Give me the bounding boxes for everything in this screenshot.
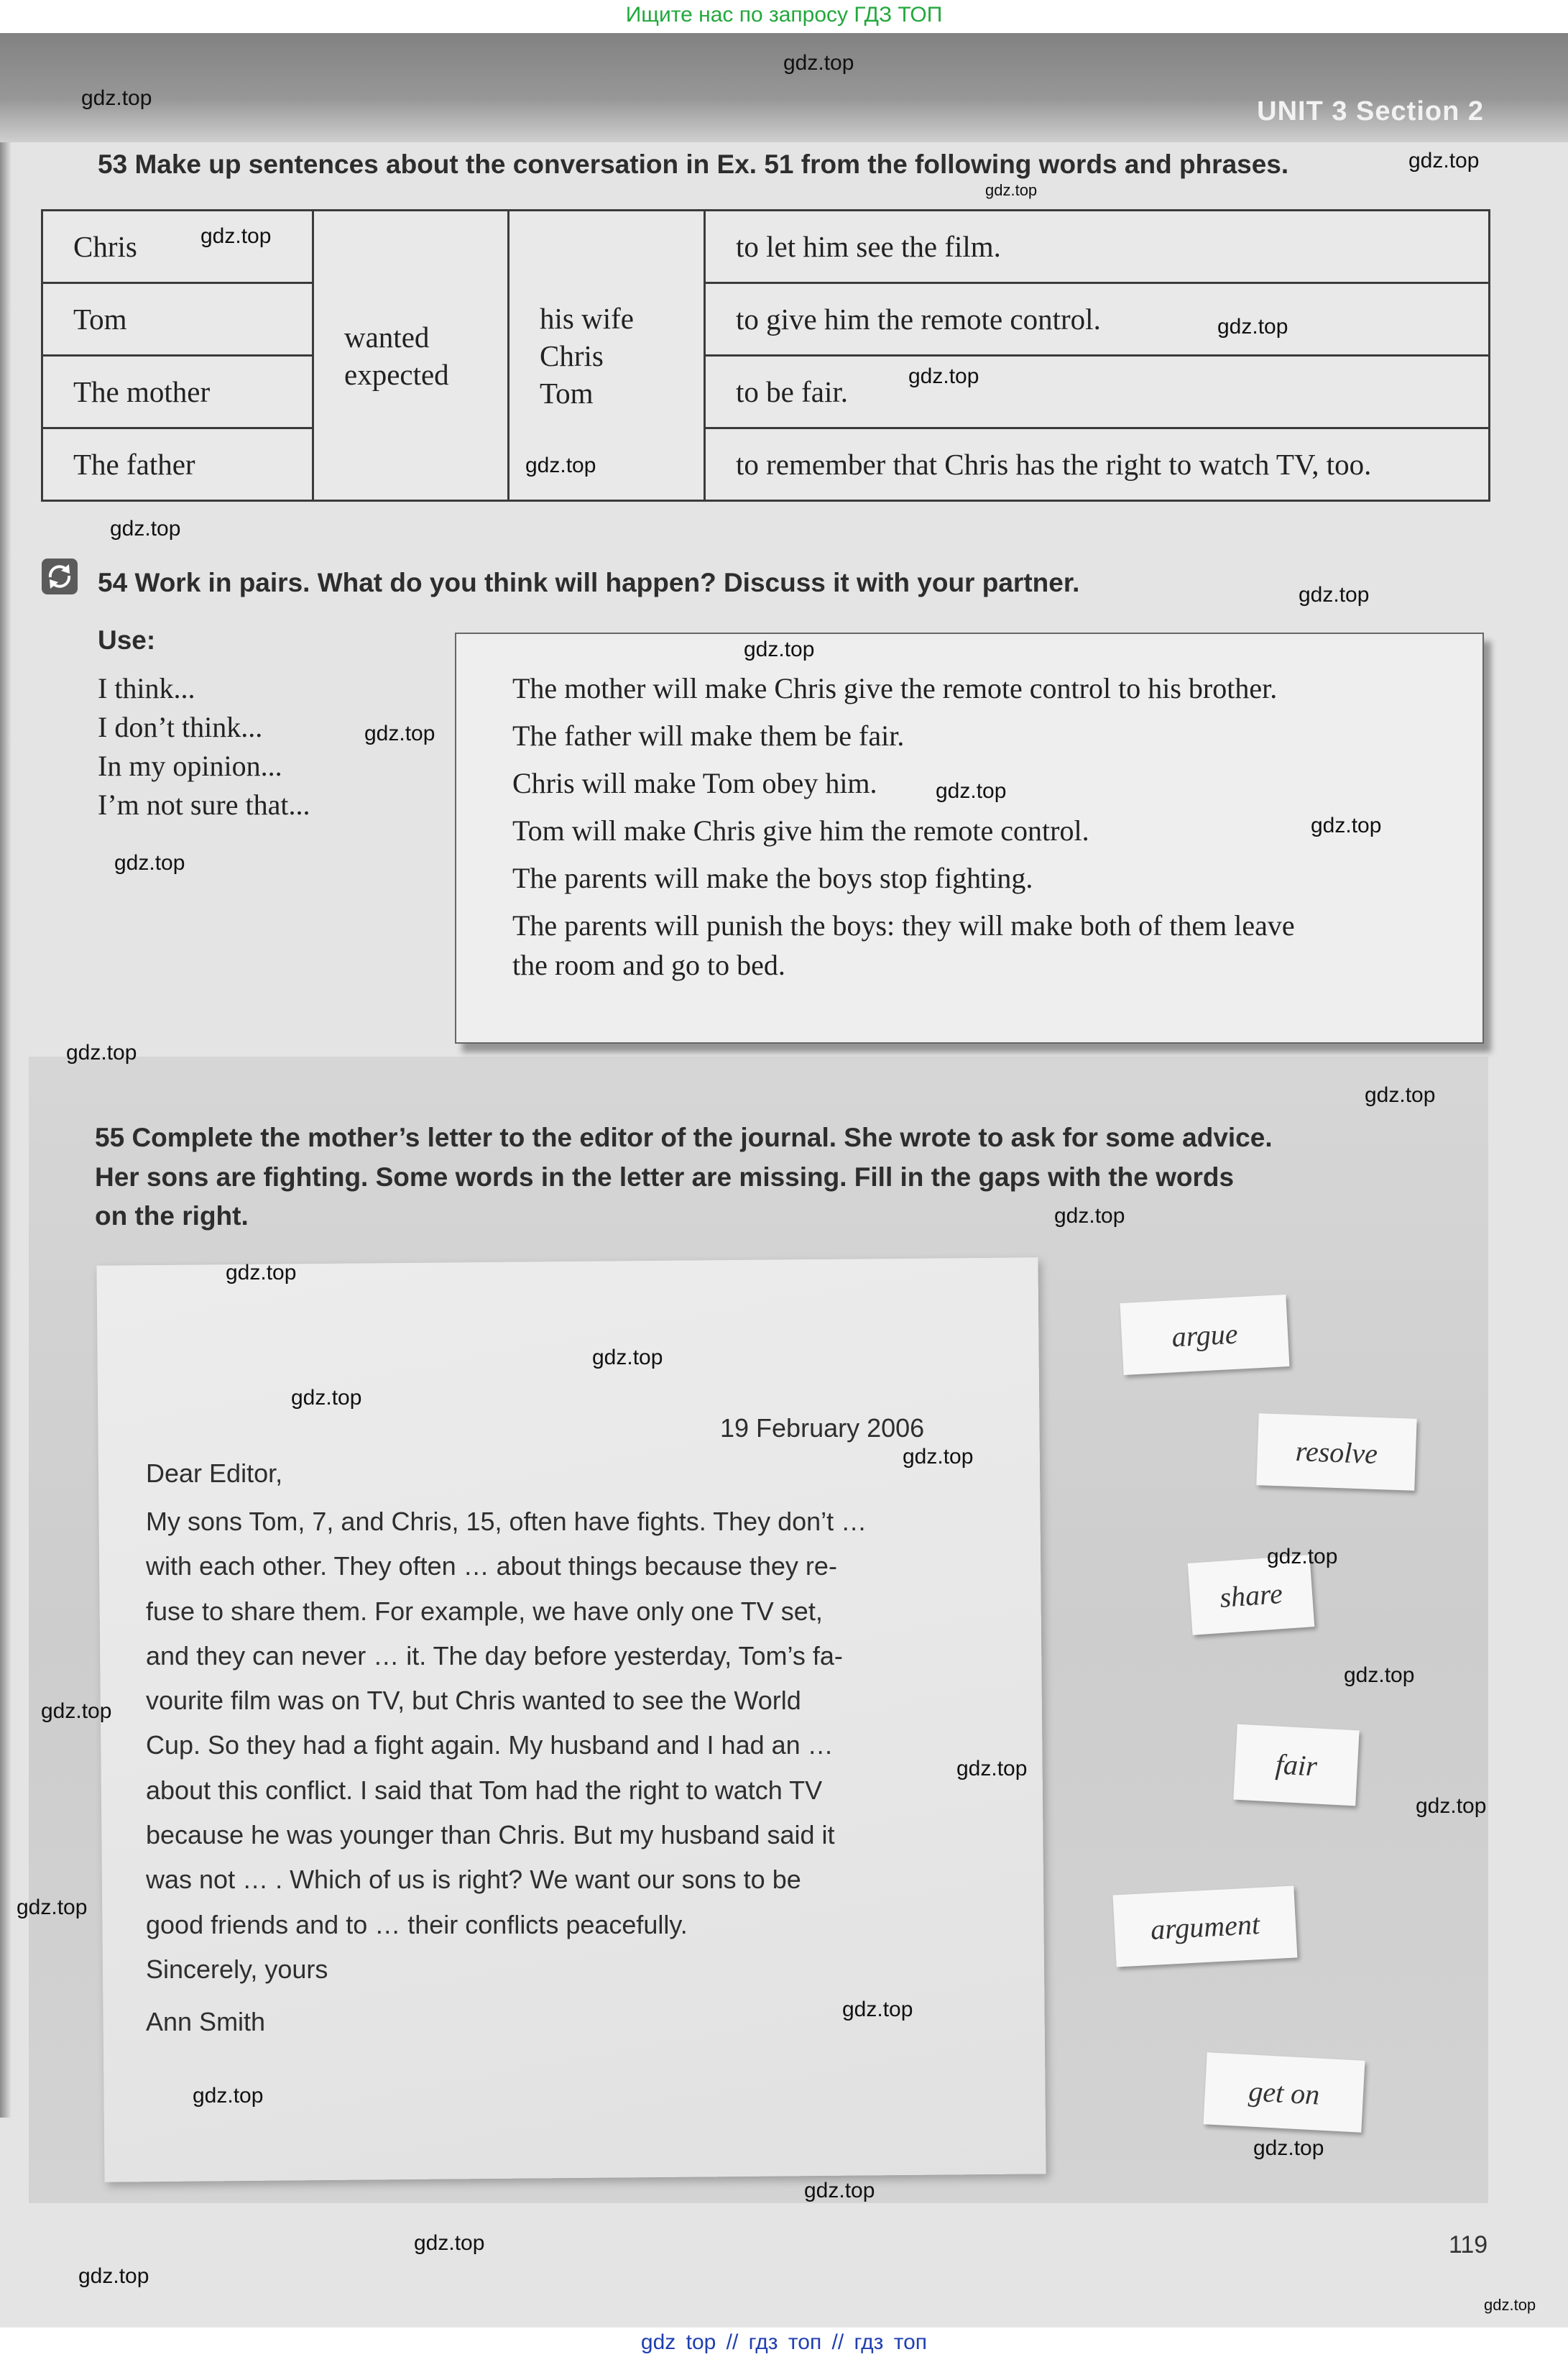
watermark: gdz.top (1311, 814, 1382, 837)
watermark: gdz.top (1344, 1663, 1415, 1687)
prediction-item (512, 906, 1295, 985)
pair-work-icon (41, 558, 78, 595)
watermark: gdz.top (936, 779, 1007, 803)
table-cell-subject (42, 356, 313, 428)
prediction-line: the room and go to bed. (512, 949, 785, 981)
letter-line: Cup. So they had a fight again. My husband and I had an … (146, 1730, 834, 1760)
watermark: gdz.top (908, 364, 979, 388)
letter-line: with each other. They often … about things because they re- (146, 1551, 837, 1581)
letter-line: fuse to share them. For example, we have only one TV set, (146, 1596, 823, 1626)
phrase: I’m not sure that... (98, 789, 310, 821)
instruction-line (95, 1118, 1273, 1158)
exercise-53-heading (98, 150, 1288, 180)
table-cell-subject (42, 211, 313, 283)
prediction-item (512, 716, 1295, 755)
prediction-item (512, 811, 1295, 850)
exercise-instruction: Make up sentences about the conversation in Ex. 51 from the following words and phrases. (134, 150, 1289, 179)
watermark: gdz.top (17, 1895, 88, 1919)
ending-text: to remember that Chris has the right to watch TV, too. (736, 448, 1372, 481)
verb-text: wanted (344, 320, 430, 354)
table-cell-ending (705, 283, 1490, 356)
table-cell-subject (42, 428, 313, 501)
exercise-53-table (41, 209, 1490, 502)
watermark: gdz.top (414, 2231, 485, 2255)
letter-body (146, 1499, 867, 1992)
watermark: gdz.top (200, 224, 272, 248)
table-cell-ending (705, 428, 1490, 501)
word-slip-text: get on (1248, 2074, 1321, 2111)
subject-text: The mother (73, 375, 211, 408)
subject-text: Chris (73, 230, 137, 263)
watermark: gdz.top (78, 2264, 149, 2288)
exercise-number: 53 (98, 150, 128, 179)
letter-signature: Ann Smith (146, 2007, 266, 2036)
watermark: gdz.top (783, 51, 854, 75)
watermark: gdz.top (1365, 1083, 1436, 1107)
exercise-number: 54 (98, 568, 128, 597)
table-cell-subject (42, 283, 313, 356)
page-number: 119 (1449, 2231, 1488, 2258)
letter-date: 19 February 2006 (720, 1413, 925, 1443)
watermark: gdz.top (985, 181, 1038, 199)
letter-line: vourite film was on TV, but Chris wanted to see the World (146, 1686, 801, 1716)
word-slip-argue (1120, 1295, 1290, 1375)
letter-line: was not … . Which of us is right? We want our sons to be (146, 1865, 801, 1895)
word-slip-text: argument (1150, 1907, 1260, 1946)
useful-phrases (98, 669, 310, 824)
exercise-instruction: Work in pairs. What do you think will happen? Discuss it with your partner. (134, 568, 1080, 597)
word-slip-text: share (1218, 1576, 1284, 1614)
instruction-line: Her sons are fighting. Some words in the letter are missing. Fill in the gaps with the words (95, 1162, 1235, 1192)
watermark: gdz.top (291, 1386, 362, 1410)
prediction-line: The father will make them be fair. (512, 720, 905, 752)
watermark: gdz.top (41, 1699, 112, 1723)
table-cell-ending (705, 356, 1490, 428)
watermark: gdz.top (956, 1757, 1028, 1780)
prediction-item (512, 668, 1295, 708)
watermark: gdz.top (1217, 315, 1288, 339)
prediction-item (512, 858, 1295, 898)
site-banner-top: Ищите нас по запросу ГДЗ ТОП (625, 3, 943, 27)
object-text: Chris (540, 339, 604, 372)
watermark: gdz.top (1408, 149, 1480, 173)
watermark: gdz.top (1054, 1204, 1125, 1228)
phrase: I don’t think... (98, 711, 263, 743)
site-banner-bottom: gdz top // гдз топ // гдз топ (640, 2330, 928, 2354)
word-slip-text: argue (1171, 1317, 1239, 1353)
watermark: gdz.top (81, 86, 152, 110)
verb-text: expected (344, 357, 449, 391)
watermark: gdz.top (1416, 1794, 1487, 1818)
watermark: gdz.top (525, 454, 596, 477)
word-slip-text: resolve (1295, 1434, 1378, 1470)
word-slip-get-on (1204, 2052, 1365, 2132)
prediction-line: The mother will make Chris give the remote control to his brother. (512, 672, 1278, 704)
letter-line: My sons Tom, 7, and Chris, 15, often have fights. They don’t … (146, 1507, 867, 1536)
object-text: Tom (540, 376, 594, 410)
phrase: I think... (98, 672, 195, 704)
predictions-box (455, 633, 1484, 1044)
prediction-line: Chris will make Tom obey him. (512, 767, 877, 799)
word-slip-resolve (1256, 1413, 1416, 1491)
unit-section-label: UNIT 3 Section 2 (1257, 96, 1484, 127)
word-slip-fair (1233, 1724, 1359, 1806)
ending-text: to be fair. (736, 375, 848, 408)
watermark: gdz.top (1267, 1545, 1338, 1568)
phrase: In my opinion... (98, 750, 282, 782)
watermark: gdz.top (114, 851, 185, 875)
word-slip-argument (1113, 1885, 1298, 1967)
watermark: gdz.top (592, 1346, 663, 1369)
watermark: gdz.top (1299, 583, 1370, 607)
object-text: his wife (540, 301, 634, 335)
scan-edge-shadow (0, 33, 11, 2118)
letter-line: because he was younger than Chris. But my husband said it (146, 1820, 835, 1850)
letter-closing: Sincerely, yours (146, 1954, 328, 1984)
watermark: gdz.top (193, 2084, 264, 2108)
exercise-number: 55 (95, 1123, 125, 1152)
table-cell-verbs (313, 211, 509, 501)
prediction-item (512, 763, 1295, 803)
exercise-instruction: Complete the mother’s letter to the editor of the journal. She wrote to ask for some advice. (132, 1123, 1273, 1152)
subject-text: Tom (73, 303, 127, 336)
watermark: gdz.top (66, 1041, 137, 1065)
subject-text: The father (73, 448, 195, 481)
ending-text: to let him see the film. (736, 230, 1001, 263)
letter-greeting: Dear Editor, (146, 1458, 283, 1488)
watermark: gdz.top (804, 2179, 875, 2202)
letter-line: and they can never … it. The day before yesterday, Tom’s fa- (146, 1640, 843, 1671)
use-label: Use: (98, 625, 156, 655)
exercise-54-heading (98, 568, 1079, 598)
ending-text: to give him the remote control. (736, 303, 1101, 336)
prediction-line: The parents will punish the boys: they will make both of them leave (512, 909, 1295, 942)
letter-line: about this conflict. I said that Tom had the right to watch TV (146, 1775, 823, 1805)
watermark: gdz.top (364, 722, 435, 745)
watermark: gdz.top (110, 517, 181, 541)
watermark: gdz.top (1484, 2296, 1536, 2314)
watermark: gdz.top (1253, 2136, 1324, 2160)
watermark: gdz.top (744, 638, 815, 661)
prediction-line: The parents will make the boys stop fighting. (512, 862, 1033, 894)
word-slip-text: fair (1274, 1747, 1319, 1783)
letter-line: good friends and to … their conflicts peacefully. (146, 1909, 688, 1939)
watermark: gdz.top (903, 1445, 974, 1469)
table-cell-ending (705, 211, 1490, 283)
prediction-line: Tom will make Chris give him the remote control. (512, 814, 1089, 847)
watermark: gdz.top (226, 1261, 297, 1285)
instruction-line: on the right. (95, 1201, 249, 1231)
watermark: gdz.top (842, 1998, 913, 2021)
